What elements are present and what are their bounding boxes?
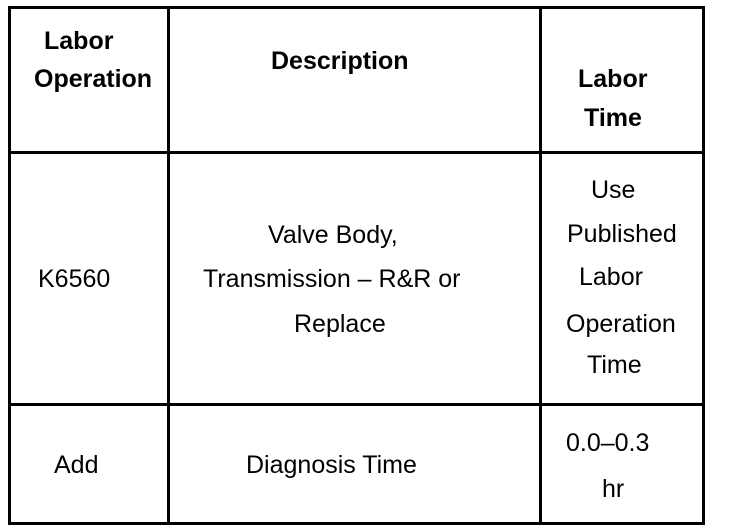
row1-time-line3: Labor xyxy=(579,263,643,291)
table-border-top xyxy=(8,6,705,9)
table-border-left xyxy=(8,6,11,525)
row1-time-line4: Operation xyxy=(566,310,676,338)
header-labor-operation-line1: Labor xyxy=(44,27,114,55)
header-description: Description xyxy=(271,47,409,75)
table-border-right xyxy=(702,6,705,525)
row1-description-line2: Transmission – R&R or xyxy=(203,265,461,293)
header-labor-time-line2: Time xyxy=(584,104,642,132)
row1-operation: K6560 xyxy=(38,265,111,293)
row2-time-line1: 0.0–0.3 xyxy=(566,429,650,457)
column-divider-2 xyxy=(539,6,542,525)
table-border-bottom xyxy=(8,522,705,525)
header-labor-operation-line2: Operation xyxy=(34,65,153,93)
header-labor-time-line1: Labor xyxy=(578,65,648,93)
row2-description-line1: Diagnosis Time xyxy=(246,451,417,479)
row1-description-line1: Valve Body, xyxy=(268,221,398,249)
row1-description-line3: Replace xyxy=(294,310,386,338)
row-divider xyxy=(8,403,705,406)
row1-time-line5: Time xyxy=(587,351,642,379)
row1-time-line2: Published xyxy=(567,220,677,248)
column-divider-1 xyxy=(167,6,170,525)
header-divider xyxy=(8,151,705,154)
row1-time-line1: Use xyxy=(591,176,636,204)
row2-time-line2: hr xyxy=(602,475,625,503)
row2-operation: Add xyxy=(54,451,99,479)
